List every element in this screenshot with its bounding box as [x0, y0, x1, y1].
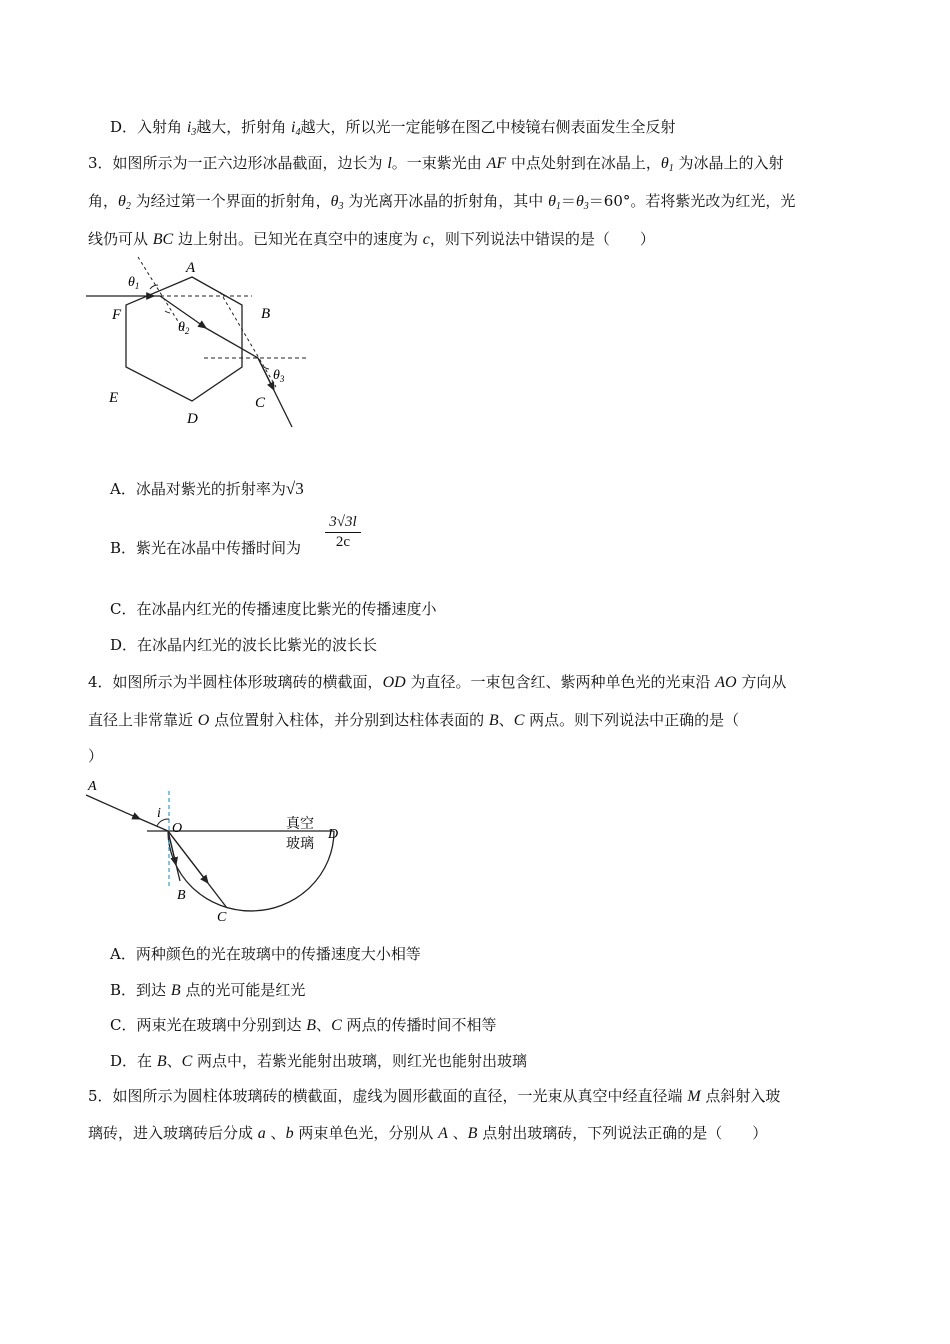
label-theta3: $\theta_3$: [273, 368, 285, 384]
label-D: D: [328, 827, 339, 842]
label-O: O: [172, 821, 183, 836]
q3-option-a[interactable]: A．冰晶对紫光的折射率为√3: [110, 479, 304, 498]
q4-option-a[interactable]: A．两种颜色的光在玻璃中的传播速度大小相等: [110, 945, 421, 963]
q3-stem-line2: 角，$\theta_2$ 为经过第一个界面的折射角，$\theta_3$ 为光离开冰晶的折射角，其中 $\theta_1=\theta_3=60^\circ$。若将紫光改为红光，光: [88, 192, 796, 212]
q3-option-d[interactable]: D．在冰晶内红光的波长比紫光的波长长: [110, 636, 378, 654]
q3-stem-line3: 线仍可从 BC 边上射出。已知光在真空中的速度为 c，则下列说法中错误的是（ ）: [88, 230, 655, 248]
q4-option-b[interactable]: B．到达 B 点的光可能是红光: [110, 981, 306, 999]
label-theta1: $\theta_1$: [128, 275, 140, 291]
label-B: B: [177, 888, 186, 903]
label-D: D: [187, 411, 198, 427]
q4-option-d[interactable]: D．在 B、C 两点中，若紫光能射出玻璃，则红光也能射出玻璃: [110, 1052, 528, 1070]
q3-stem-line1: 3．如图所示为一正六边形冰晶截面，边长为 l。一束紫光由 AF 中点处射到在冰晶上，$\theta_1$ 为冰晶上的入射: [88, 154, 784, 174]
q3-option-b-fraction: $\frac{3√3l}{2c}$: [325, 514, 361, 551]
q4-stem-line1: 4．如图所示为半圆柱体形玻璃砖的横截面，OD 为直径。一束包含红、紫两种单色光的光束沿 AO 方向从: [88, 673, 787, 691]
q4-stem-line3: ）: [88, 747, 104, 765]
label-F: F: [112, 307, 122, 323]
label-A: A: [88, 779, 97, 794]
q4-option-c[interactable]: C．两束光在玻璃中分别到达 B、C 两点的传播时间不相等: [110, 1016, 497, 1034]
label-C: C: [255, 395, 266, 411]
q4-stem-line2: 直径上非常靠近 O 点位置射入柱体，并分别到达柱体表面的 B、C 两点。则下列说法中正确的是（: [88, 711, 740, 729]
q2-option-d: D．入射角 $i_3$越大，折射角 $i_4$越大，所以光一定能够在图乙中棱镜右侧表面发生全反射: [110, 118, 676, 138]
q5-stem-line2: 璃砖，进入玻璃砖后分成 a 、b 两束单色光，分别从 A 、B 点射出玻璃砖，下列说法正确的是（ ）: [88, 1124, 768, 1142]
q5-stem-line1: 5．如图所示为圆柱体玻璃砖的横截面，虚线为圆形截面的直径，一光束从真空中经直径端 M 点斜射入玻: [88, 1087, 781, 1105]
q3-option-c[interactable]: C．在冰晶内红光的传播速度比紫光的传播速度小: [110, 600, 437, 618]
label-theta2: $\theta_2$: [178, 320, 190, 336]
q3-hexagon-figure: [80, 255, 320, 435]
incident-ray-AO: [86, 795, 140, 819]
label-C: C: [217, 910, 227, 925]
label-vacuum: 真空: [286, 816, 314, 832]
label-A: A: [186, 260, 196, 276]
q3-option-b[interactable]: B．紫光在冰晶中传播时间为: [110, 539, 302, 557]
label-E: E: [109, 390, 119, 406]
q4-semicircle-figure: [80, 775, 360, 930]
label-i: i: [157, 806, 161, 821]
label-glass: 玻璃: [286, 836, 314, 852]
label-B: B: [261, 306, 271, 322]
